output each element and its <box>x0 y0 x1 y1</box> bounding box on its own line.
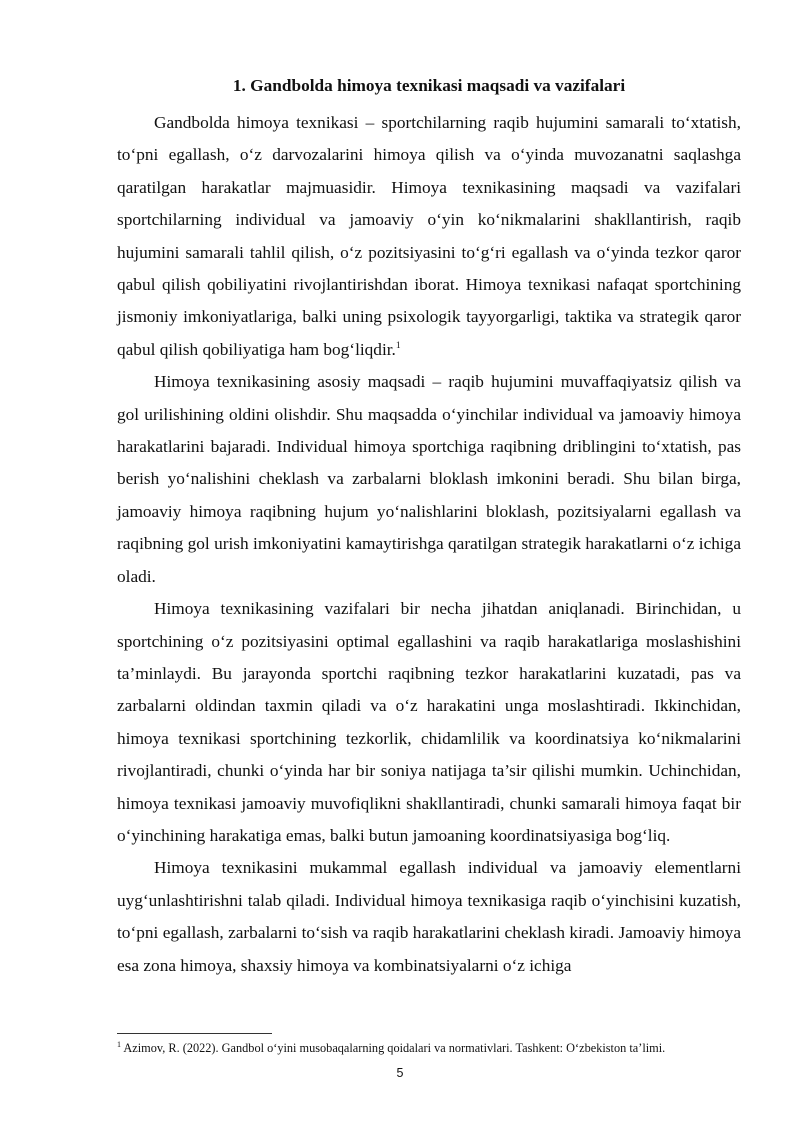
section-heading: 1. Gandbolda himoya texnikasi maqsadi va vazifalari <box>232 76 626 95</box>
paragraph-1-text: Gandbolda himoya texnikasi – sportchilarning raqib hujumini samarali to‘xtatish, to‘pni egallash, o‘z darvozalarini himoya qilish va o‘yinda muvozanatni saqlashga qaratilgan harakatlar majmuasidir. Himoya texnikasining maqsadi va vazifalari sportchilarning individual va jamoaviy o‘yin ko‘nikmalarini shakllantirish, raqib hujumini samarali tahlil qilish, o‘z pozitsiyasini to‘g‘ri egallash va o‘yinda tezkor qaror qabul qilish qobiliyatini rivojlantirishdan iborat. Himoya texnikasi nafaqat sportchining jismoniy imkoniyatlariga, balki uning psixologik tayyorgarligi, taktika va strategik qaror qabul qilish qobiliyatiga ham bog‘liqdir. <box>117 113 741 359</box>
paragraph-2: Himoya texnikasining asosiy maqsadi – raqib hujumini muvaffaqiyatsiz qilish va gol urilishining oldini olishdir. Shu maqsadda o‘yinchilar individual va jamoaviy himoya harakatlarini bajaradi. Individual himoya sportchiga raqibning driblingini to‘xtatish, pas berish yo‘nalishini cheklash va zarbalarni bloklash imkonini beradi. Shu bilan birga, jamoaviy himoya raqibning hujum yo‘nalishlarini bloklash, pozitsiyalarni egallash va raqibning gol urish imkoniyatini kamaytirishga qaratilgan strategik harakatlarni o‘z ichiga oladi. <box>117 372 741 586</box>
footnote-text: Azimov, R. (2022). Gandbol o‘yini musobaqalarning qoidalari va normativlari. Tashkent: O‘zbekiston ta’limi. <box>123 1041 666 1055</box>
paragraph-4: Himoya texnikasini mukammal egallash individual va jamoaviy elementlarni uyg‘unlashtirishni talab qiladi. Individual himoya texnikasiga raqib o‘yinchisini kuzatish, to‘pni egallash, zarbalarni to‘sish va raqib harakatlarini cheklash kiradi. Jamoaviy himoya esa zona himoya, shaxsiy himoya va kombinatsiyalarni o‘z ichiga <box>117 858 741 975</box>
paragraph-1 <box>117 107 741 366</box>
footnote-separator <box>117 1033 272 1034</box>
footnote-marker: 1 <box>117 1039 121 1049</box>
page-number: 5 <box>396 1066 404 1080</box>
document-body <box>117 76 741 982</box>
footnote <box>117 1040 777 1056</box>
footnote-reference[interactable]: 1 <box>395 341 401 352</box>
paragraph-3: Himoya texnikasining vazifalari bir necha jihatdan aniqlanadi. Birinchidan, u sportchining o‘z pozitsiyasini optimal egallashini va raqib harakatlariga moslashishini ta’minlaydi. Bu jarayonda sportchi raqibning tezkor harakatlarini kuzatadi, pas va zarbalarni oldindan taxmin qiladi va o‘z harakatini unga moslashtiradi. Ikkinchidan, himoya texnikasi sportchining tezkorlik, chidamlilik va koordinatsiya ko‘nikmalarini rivojlantiradi, chunki o‘yinda har bir soniya natijaga ta’sir qilishi mumkin. Uchinchidan, himoya texnikasi jamoaviy muvofiqlikni shakllantiradi, chunki samarali himoya faqat bir o‘yinchining harakatiga emas, balki butun jamoaning koordinatsiyasiga bog‘liq. <box>117 599 741 845</box>
